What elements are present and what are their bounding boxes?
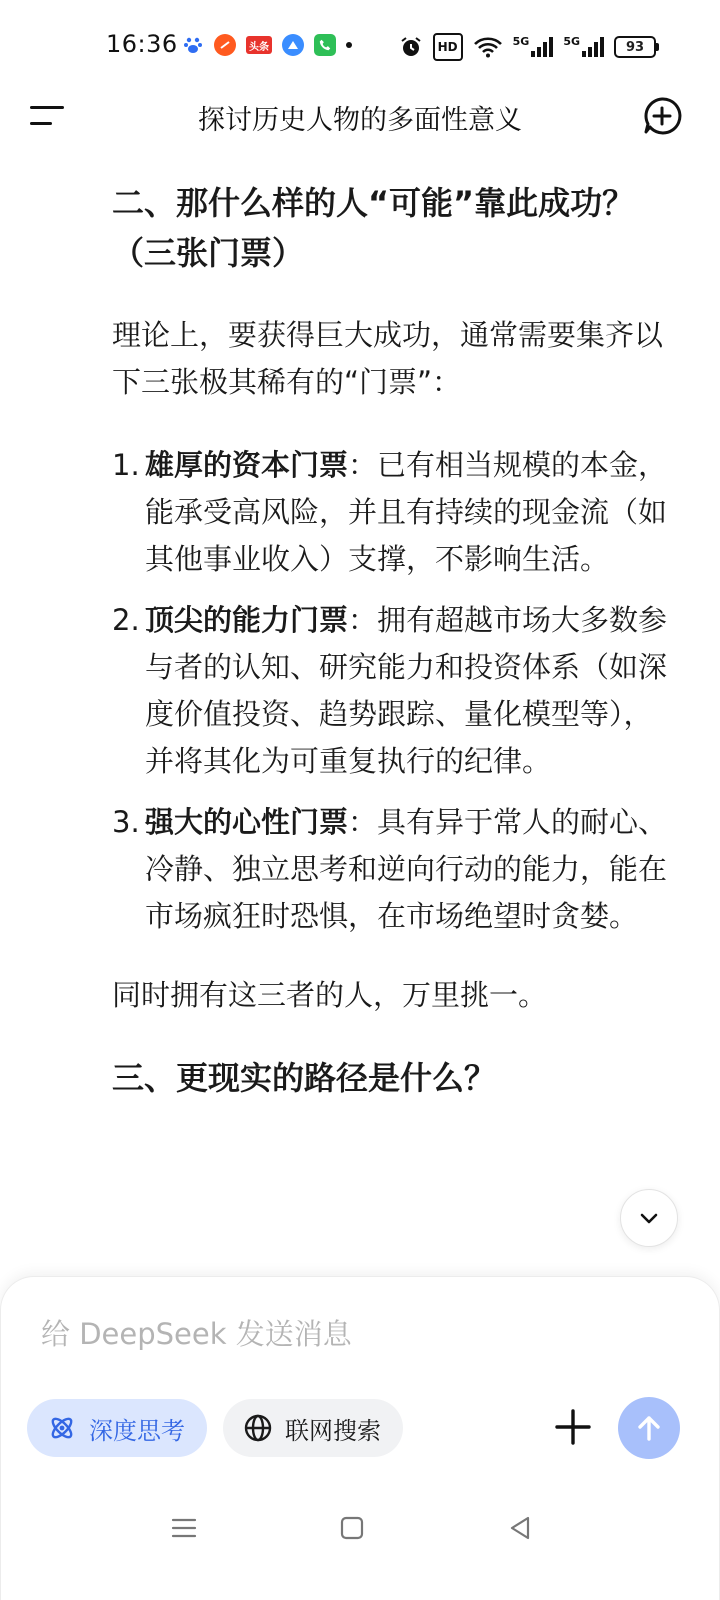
nav-menu-button[interactable] bbox=[164, 1508, 204, 1548]
new-chat-button[interactable] bbox=[642, 96, 682, 136]
status-bar bbox=[0, 0, 720, 96]
web-search-toggle[interactable] bbox=[223, 1399, 403, 1457]
list-item-number: 3. bbox=[112, 805, 140, 839]
chevron-down-icon bbox=[637, 1206, 661, 1230]
deep-think-toggle[interactable] bbox=[27, 1399, 207, 1457]
list-item-text: ：已有相当规模的本金，能承受高风险，并且有持续的现金流（如其他事业收入）支撑，不影响生活。 bbox=[145, 448, 668, 576]
plus-icon bbox=[553, 1407, 593, 1447]
attach-button[interactable] bbox=[553, 1407, 593, 1447]
message-content bbox=[112, 178, 672, 1103]
system-icons bbox=[399, 33, 656, 61]
arrow-up-icon bbox=[633, 1412, 665, 1444]
summary-paragraph: 同时拥有这三者的人，万里挑一。 bbox=[112, 978, 548, 1012]
globe-icon bbox=[243, 1413, 273, 1443]
list-item-bold: 强大的心性门票 bbox=[145, 805, 349, 839]
toutiao-icon: 头条 bbox=[246, 36, 272, 54]
next-section-heading: 三、更现实的路径是什么？ bbox=[112, 1059, 497, 1097]
list-item-bold: 顶尖的能力门票 bbox=[145, 603, 349, 637]
signal-5g-icon bbox=[513, 35, 554, 59]
nav-back-button[interactable] bbox=[500, 1508, 540, 1548]
new-chat-icon bbox=[642, 96, 682, 136]
app-header bbox=[0, 86, 720, 146]
notification-icons bbox=[182, 34, 352, 56]
section-heading: 二、那什么样的人“可能”靠此成功？（三张门票） bbox=[112, 184, 635, 272]
blue-app-icon bbox=[282, 34, 304, 56]
conversation-title: 探讨历史人物的多面性意义 bbox=[198, 105, 522, 136]
network-label: 5G bbox=[512, 35, 530, 48]
ticket-list bbox=[112, 442, 672, 940]
hd-icon: HD bbox=[433, 33, 463, 61]
status-time: 16:36 bbox=[106, 30, 178, 58]
menu-lines-icon bbox=[170, 1514, 198, 1542]
deep-think-label: 深度思考 bbox=[89, 1416, 185, 1445]
intro-paragraph: 理论上，要获得巨大成功，通常需要集齐以下三张极其稀有的“门票”： bbox=[112, 318, 664, 399]
battery-icon bbox=[614, 36, 656, 58]
system-nav-bar bbox=[0, 1490, 720, 1560]
send-button[interactable] bbox=[618, 1397, 680, 1459]
list-item bbox=[112, 799, 672, 940]
nav-home-button[interactable] bbox=[332, 1508, 372, 1548]
scroll-to-bottom-button[interactable] bbox=[620, 1189, 678, 1247]
alarm-icon bbox=[399, 35, 423, 59]
web-search-label: 联网搜索 bbox=[285, 1416, 381, 1445]
list-item-bold: 雄厚的资本门票 bbox=[145, 448, 349, 482]
wifi-icon bbox=[473, 35, 503, 59]
network-label-2: 5G bbox=[563, 35, 580, 48]
square-icon bbox=[338, 1514, 366, 1542]
list-item-text: ：具有异于常人的耐心、冷静、独立思考和逆向行动的能力，能在市场疯狂时恐惧，在市场绝望时贪婪。 bbox=[145, 805, 668, 933]
orange-app-icon bbox=[214, 34, 236, 56]
battery-level: 93 bbox=[625, 39, 645, 55]
signal-5g-icon-2 bbox=[563, 35, 604, 59]
baidu-icon bbox=[182, 34, 204, 56]
more-dot-icon bbox=[346, 42, 352, 48]
atom-icon bbox=[47, 1413, 77, 1443]
list-item bbox=[112, 442, 672, 583]
list-item bbox=[112, 597, 672, 785]
phone-icon bbox=[314, 34, 336, 56]
message-input[interactable] bbox=[39, 1311, 603, 1357]
triangle-back-icon bbox=[506, 1514, 534, 1542]
list-item-number: 2. bbox=[112, 603, 140, 637]
list-item-text: ：拥有超越市场大多数参与者的认知、研究能力和投资体系（如深度价值投资、趋势跟踪、量化模型等），并将其化为可重复执行的纪律。 bbox=[145, 603, 668, 778]
list-item-number: 1. bbox=[112, 448, 140, 482]
